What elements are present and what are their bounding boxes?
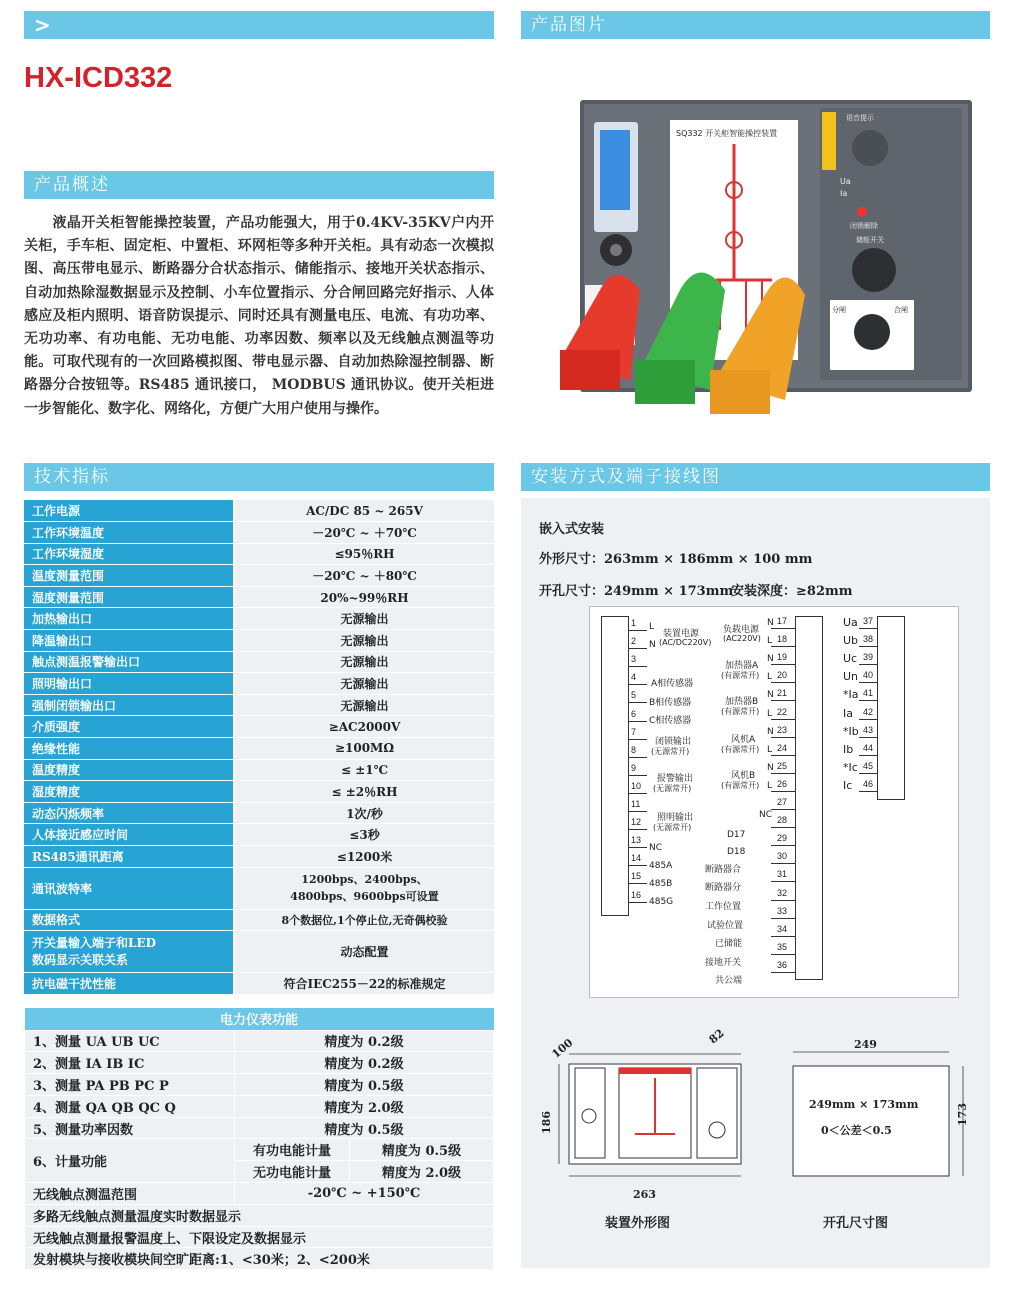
table-row: 2、测量 IA IB IC 精度为 0.2级	[25, 1052, 494, 1074]
terminal-line	[771, 845, 795, 846]
meter-title: 电力仪表功能	[25, 1008, 494, 1030]
terminal-line	[771, 972, 795, 973]
terminal-number: 35	[777, 941, 788, 952]
terminal-line	[771, 755, 795, 756]
terminal-number: 18	[777, 634, 788, 645]
terminal-line	[629, 666, 647, 667]
terminal-number: 11	[631, 799, 641, 809]
terminal-signal-label: *Ia	[843, 688, 859, 702]
terminal-line	[629, 793, 647, 794]
terminal-label: (无源常开)	[651, 747, 690, 756]
terminal-line	[859, 700, 877, 701]
terminal-signal-label: Ic	[843, 778, 853, 792]
terminal-label: (无源常开)	[653, 784, 692, 793]
table-row: 湿度精度 ≤ ±2％RH	[24, 781, 494, 803]
terminal-number: 32	[777, 887, 788, 898]
terminal-block-right	[877, 616, 905, 800]
terminal-number: 14	[631, 853, 642, 864]
terminal-label: L	[649, 622, 655, 632]
section-title-spec: 技术指标	[34, 467, 110, 487]
table-row: 照明输出口 无源输出	[24, 673, 494, 695]
terminal-number: 6	[631, 708, 637, 719]
section-title-install: 安装方式及端子接线图	[531, 467, 721, 487]
terminal-label: 485G	[649, 897, 674, 907]
terminal-line	[771, 900, 795, 901]
terminal-signal-label: Ua	[843, 616, 858, 629]
lock-label: 闭锁解除	[850, 222, 878, 230]
table-row: 1、测量 UA UB UC 精度为 0.2级	[25, 1030, 494, 1052]
terminal-line	[629, 847, 647, 848]
terminal-line	[771, 664, 795, 665]
terminal-label: 接地开关	[705, 958, 742, 968]
table-row: 5、测量功率因数 精度为 0.5级	[25, 1117, 494, 1139]
overview-text: 液晶开关柜智能操控装置，产品功能强大，用于0.4KV-35KV户内开关柜，手车柜、固定柜、中置柜、环网柜等多种开关柜。具有动态一次模拟图、高压带电显示、断路器分合状态指示、储能指示、接地开关状态指示、自动加热除湿数据显示及控制、小车位置指示、分合闸回路完好指示、人体感应及柜内照明、语音防误提示、同时还具有测量电压、电流、有功功率、无功功率、有功电能、无功电能、功率因数、频率以及无线触点测温等功能。可取代现有的一次回路模拟图、带电显示器、自动加热除湿控制器、断路器分合按钮等。RS485 通讯接口， MODBUS 通讯协议。使开关柜进一步智能化、数字化、网络化，方便广大用户使用与操作。	[24, 215, 494, 417]
table-row: 触点测温报警输出口 无源输出	[24, 651, 494, 673]
terminal-number: 20	[777, 670, 788, 681]
terminal-number: 44	[863, 742, 874, 753]
terminal-number: 27	[777, 797, 788, 807]
terminal-pole-label: N	[767, 618, 774, 628]
terminal-number: 41	[863, 688, 874, 699]
section-title-photo: 产品图片	[531, 15, 607, 35]
dim-186: 186	[539, 1111, 553, 1134]
terminal-number: 13	[631, 835, 642, 846]
table-row: 抗电磁干扰性能 符合IEC255－22的标准规定	[24, 973, 494, 995]
terminal-number: 39	[863, 652, 874, 663]
terminal-number: 43	[863, 724, 874, 735]
model-title: HX-ICD332	[24, 62, 173, 94]
terminal-line	[859, 791, 877, 792]
terminal-line	[629, 829, 647, 830]
terminal-label: 负载电源	[723, 625, 760, 635]
terminal-label: 风机B	[731, 771, 756, 781]
table-row: 湿度测量范围 20%~99％RH	[24, 586, 494, 608]
terminal-line	[771, 954, 795, 955]
meter-table	[24, 1008, 494, 1270]
terminal-number: 7	[631, 726, 637, 737]
terminal-line	[771, 936, 795, 937]
terminal-label: (有源常开)	[721, 781, 760, 790]
ia-label: Ia	[840, 189, 848, 198]
terminal-label: 已储能	[715, 939, 743, 949]
terminal-label: B相传感器	[649, 698, 692, 708]
terminal-number: 36	[777, 959, 788, 970]
terminal-label: NC	[649, 843, 663, 853]
table-row: 无线触点测量报警温度上、下限设定及数据显示	[25, 1226, 494, 1248]
terminal-number: 30	[777, 851, 788, 862]
terminal-label: 试验位置	[707, 921, 744, 931]
terminal-line	[859, 682, 877, 683]
terminal-pole-label: N	[767, 726, 774, 737]
ua-label: Ua	[840, 177, 851, 186]
terminal-number: 31	[777, 869, 788, 880]
terminal-line	[771, 737, 795, 738]
voice-label: 语音提示	[846, 114, 874, 122]
terminal-number: 34	[777, 923, 788, 934]
terminal-label: 闭锁输出	[655, 737, 692, 747]
table-row: 介质强度 ≥AC2000V	[24, 716, 494, 738]
terminal-number: 46	[863, 778, 874, 789]
install-panel	[521, 498, 990, 1268]
terminal-line	[771, 719, 795, 720]
terminal-signal-label: Ub	[843, 634, 859, 648]
terminal-label: 断路器分	[705, 883, 742, 893]
table-row: 温度精度 ≤ ±1℃	[24, 759, 494, 781]
terminal-line	[629, 684, 647, 685]
terminal-number: 22	[777, 706, 788, 717]
terminal-label: (AC220V)	[723, 634, 761, 643]
terminal-label: 加热器B	[725, 697, 759, 707]
terminal-label: D18	[727, 847, 746, 857]
terminal-number: 19	[777, 652, 788, 663]
terminal-line	[771, 809, 795, 810]
terminal-label: 断路器合	[705, 865, 742, 875]
terminal-line	[771, 881, 795, 882]
terminal-number: 21	[777, 688, 788, 699]
table-row: RS485通讯距离 ≤1200米	[24, 846, 494, 868]
terminal-number: 37	[863, 616, 874, 626]
terminal-label: 风机A	[731, 735, 756, 745]
terminal-number: 25	[777, 760, 788, 771]
table-row: 3、测量 PA PB PC P 精度为 0.5级	[25, 1074, 494, 1096]
section-bar-install	[521, 463, 990, 491]
terminal-line	[771, 791, 795, 792]
sw-left-label: 分闸	[832, 306, 846, 314]
section-bar-overview	[24, 171, 494, 199]
cut-dim-text: 249mm × 173mm	[809, 1098, 919, 1111]
terminal-label: N	[649, 640, 656, 650]
terminal-line	[859, 664, 877, 665]
table-row: 开关量输入端子和LED 数码显示关联关系 动态配置	[24, 931, 494, 973]
terminal-pole-label: N	[767, 654, 774, 665]
terminal-label: 照明输出	[657, 813, 694, 823]
terminal-pole-label: N	[767, 762, 774, 773]
terminal-line	[629, 702, 647, 703]
terminal-line	[771, 918, 795, 919]
terminal-number: 23	[777, 724, 788, 735]
terminal-line	[859, 755, 877, 756]
table-row: 动态闪烁频率 1次/秒	[24, 802, 494, 824]
table-row: 6、计量功能 有功电能计量 精度为 0.5级	[25, 1139, 494, 1161]
terminal-number: 42	[863, 706, 874, 717]
table-row: 无线触点测温范围 -20℃ ~ +150℃	[25, 1183, 494, 1205]
terminal-block-left	[601, 616, 629, 916]
terminal-number: 1	[631, 618, 637, 628]
terminal-line	[771, 773, 795, 774]
terminal-line	[629, 775, 647, 776]
table-row: 多路无线触点测量温度实时数据显示	[25, 1204, 494, 1226]
table-row: 工作电源 AC/DC 85 ~ 265V	[24, 500, 494, 522]
terminal-pole-label: L	[767, 708, 773, 719]
terminal-line	[629, 721, 647, 722]
terminal-number: 9	[631, 762, 637, 773]
cutout-label: 开孔尺寸图	[823, 1216, 889, 1231]
terminal-label: (有源常开)	[721, 707, 760, 716]
terminal-label: 工作位置	[705, 902, 742, 912]
outline-label: 装置外形图	[605, 1216, 671, 1231]
terminal-number: 26	[777, 778, 788, 789]
terminal-line	[771, 863, 795, 864]
terminal-line	[629, 630, 647, 631]
terminal-label: 报警输出	[657, 774, 694, 784]
table-row: 发射模块与接收模块间空旷距离:1、<30米；2、<200米	[25, 1248, 494, 1270]
product-photo	[540, 60, 980, 460]
terminal-line	[629, 739, 647, 740]
terminal-line	[859, 646, 877, 647]
terminal-line	[771, 700, 795, 701]
dim-82: 82	[706, 1026, 727, 1047]
cutout-drawing	[789, 1038, 979, 1188]
terminal-pole-label: L	[767, 744, 773, 755]
terminal-line	[629, 757, 647, 758]
terminal-signal-label: Uc	[843, 652, 858, 666]
terminal-label: 共公端	[715, 976, 743, 986]
dim-263: 263	[633, 1188, 656, 1201]
table-row: 数据格式 8个数据位,1个停止位,无奇偶校验	[24, 909, 494, 931]
terminal-label: NC	[759, 810, 773, 820]
terminal-label: (有源常开)	[721, 671, 760, 680]
terminal-number: 28	[777, 815, 788, 826]
table-row: 强制闭锁输出口 无源输出	[24, 694, 494, 716]
knob-label: 储能开关	[856, 236, 884, 244]
table-row: 4、测量 QA QB QC Q 精度为 2.0级	[25, 1095, 494, 1117]
terminal-number: 15	[631, 871, 642, 882]
terminal-signal-label: Ia	[843, 706, 853, 720]
terminal-number: 2	[631, 636, 637, 647]
terminal-number: 8	[631, 744, 637, 755]
terminal-label: D17	[727, 830, 746, 840]
terminal-label: 装置电源	[663, 629, 700, 639]
terminal-number: 33	[777, 905, 788, 916]
table-row: 降温输出口 无源输出	[24, 630, 494, 652]
cut-size: 开孔尺寸：249mm × 173mm	[539, 584, 734, 599]
install-mode: 嵌入式安装	[539, 522, 605, 537]
header-bar-left	[24, 11, 494, 39]
dim-249: 249	[854, 1038, 877, 1051]
terminal-signal-label: Un	[843, 670, 859, 684]
terminal-number: 17	[777, 616, 788, 626]
terminal-number: 3	[631, 654, 637, 665]
install-depth: 安装深度：≥82mm	[731, 584, 853, 599]
terminal-line	[629, 865, 647, 866]
terminal-line	[629, 648, 647, 649]
terminal-number: 12	[631, 817, 642, 828]
terminal-label: 加热器A	[725, 661, 759, 671]
terminal-number: 24	[777, 742, 788, 753]
dim-173: 173	[955, 1103, 969, 1126]
table-row: 通讯波特率 1200bps、2400bps、 4800bps、9600bps可设置	[24, 867, 494, 909]
terminal-number: 10	[631, 780, 642, 791]
terminal-label: (AC/DC220V)	[659, 638, 712, 647]
table-row: 人体接近感应时间 ≤3秒	[24, 824, 494, 846]
terminal-number: 16	[631, 889, 642, 900]
section-title-overview: 产品概述	[34, 175, 110, 195]
tolerance-text: 0＜公差＜0.5	[821, 1124, 892, 1137]
terminal-block-mid	[795, 616, 823, 980]
terminal-pole-label: N	[767, 690, 774, 701]
terminal-number: 29	[777, 833, 788, 844]
terminal-signal-label: *Ib	[843, 724, 859, 738]
table-row: 工作环境温度 －20℃ ~ ＋70℃	[24, 522, 494, 544]
section-bar-spec	[24, 463, 494, 491]
terminal-line	[629, 811, 647, 812]
table-row: 加热输出口 无源输出	[24, 608, 494, 630]
terminal-label: (有源常开)	[721, 745, 760, 754]
sw-right-label: 合闸	[894, 306, 908, 314]
terminal-pole-label: L	[767, 672, 773, 683]
header-bar-photo	[521, 11, 990, 39]
terminal-line	[771, 628, 795, 629]
terminal-signal-label: *Ic	[843, 760, 858, 774]
terminal-number: 40	[863, 670, 874, 681]
outer-size: 外形尺寸：263mm × 186mm × 100 mm	[539, 552, 813, 567]
terminal-label: (无源常开)	[653, 823, 692, 832]
terminal-label: 485A	[649, 861, 673, 871]
terminal-line	[629, 883, 647, 884]
terminal-label: A相传感器	[651, 679, 694, 689]
terminal-line	[771, 682, 795, 683]
dim-100: 100	[549, 1036, 576, 1061]
terminal-pole-label: L	[767, 780, 773, 791]
table-row: 无功电能计量 精度为 2.0级	[25, 1161, 494, 1183]
table-row: 工作环境湿度 ≤95％RH	[24, 543, 494, 565]
terminal-line	[859, 773, 877, 774]
terminal-label: 485B	[649, 879, 673, 889]
terminal-pole-label: L	[767, 636, 773, 647]
terminal-line	[859, 719, 877, 720]
terminal-line	[771, 646, 795, 647]
table-row: 绝缘性能 ≥100MΩ	[24, 738, 494, 760]
terminal-number: 38	[863, 634, 874, 645]
terminal-number: 45	[863, 760, 874, 771]
spec-table	[24, 500, 494, 995]
terminal-line	[629, 902, 647, 903]
chevron-right-icon: >	[34, 13, 53, 37]
panel-title: SQ332 开关柜智能操控装置	[676, 129, 778, 138]
outline-drawing	[551, 1028, 751, 1208]
terminal-number: 5	[631, 690, 637, 701]
terminal-label: C相传感器	[649, 716, 692, 726]
terminal-signal-label: Ib	[843, 742, 854, 756]
terminal-line	[859, 628, 877, 629]
terminal-line	[771, 827, 795, 828]
terminal-number: 4	[631, 672, 637, 683]
terminal-line	[859, 737, 877, 738]
table-row: 温度测量范围 －20℃ ~ ＋80℃	[24, 565, 494, 587]
